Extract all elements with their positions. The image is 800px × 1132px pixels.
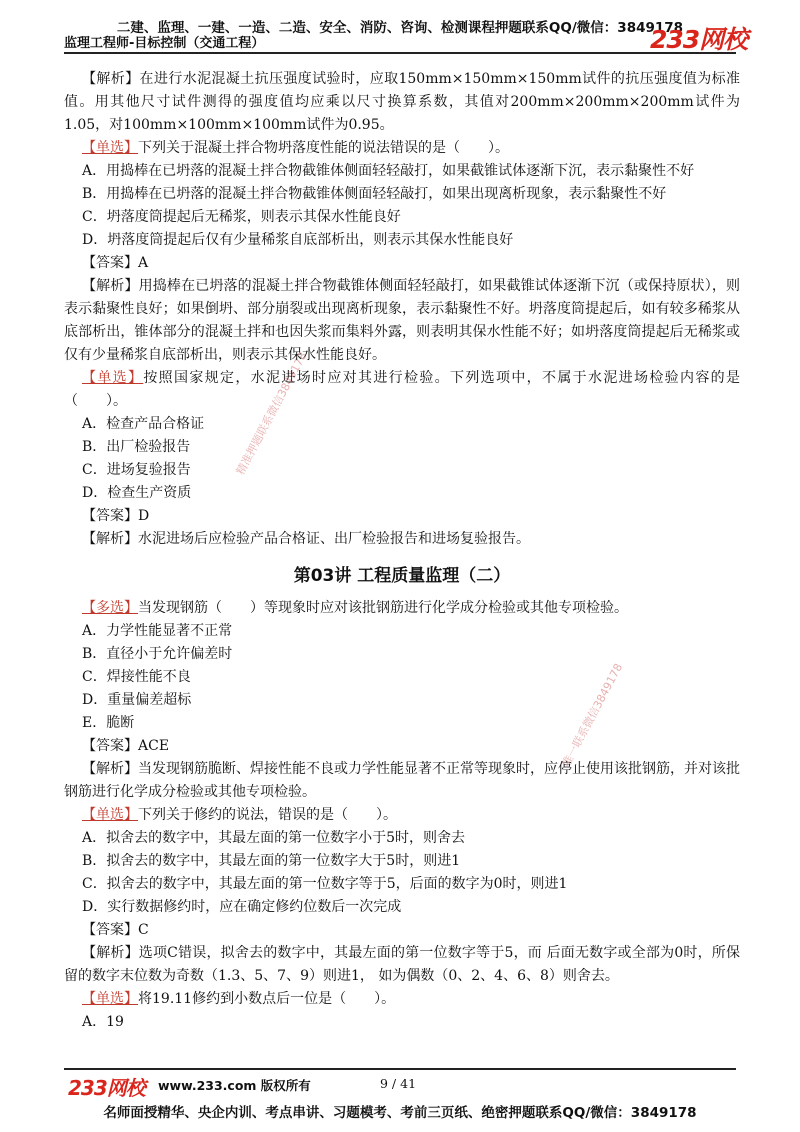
question-tag: 【解析】 — [82, 278, 139, 294]
paragraph — [64, 643, 740, 666]
document-body — [64, 68, 740, 1034]
question-tag: 【单选】 — [82, 370, 144, 386]
question-tag: 【答案】 — [82, 922, 138, 938]
header-divider — [64, 52, 736, 54]
paragraph — [64, 183, 740, 206]
paragraph — [64, 689, 740, 712]
paragraph — [64, 758, 740, 804]
header-subtitle: 监理工程师-目标控制（交通工程） — [64, 36, 265, 51]
question-tag: 【解析】 — [82, 531, 138, 547]
paragraph-text: B．直径小于允许偏差时 — [82, 646, 233, 662]
paragraph-text: C．坍落度筒提起后无稀浆，则表示其保水性能良好 — [82, 209, 401, 225]
paragraph-text: A．拟舍去的数字中，其最左面的第一位数字小于5时，则舍去 — [82, 830, 466, 846]
question-tag: 【解析】 — [82, 945, 139, 961]
paragraph — [64, 459, 740, 482]
paragraph — [64, 1011, 740, 1034]
header-ad: 二建、监理、一建、一造、二造、安全、消防、咨询、检测课程押题联系QQ/微信：3849178 — [116, 20, 684, 36]
paragraph — [64, 436, 740, 459]
paragraph-text: D．坍落度筒提起后仅有少量稀浆自底部析出，则表示其保水性能良好 — [82, 232, 514, 248]
paragraph-text: D — [138, 508, 150, 524]
paragraph — [64, 620, 740, 643]
footer-site: www.233.com 版权所有 — [158, 1078, 311, 1093]
paragraph — [64, 712, 740, 735]
paragraph-text: C — [138, 922, 149, 938]
paragraph — [64, 528, 740, 551]
paragraph-text: D．实行数据修约时，应在确定修约位数后一次完成 — [82, 899, 402, 915]
paragraph-text: 当发现钢筋脆断、焊接性能不良或力学性能显著不正常等现象时，应停止使用该批钢筋，并对该批钢筋进行化学成分检验或其他专项检验。 — [64, 761, 740, 800]
question-tag: 【答案】 — [82, 738, 138, 754]
paragraph — [64, 137, 740, 160]
brand-logo: 233网校 — [650, 25, 748, 54]
paragraph — [64, 988, 740, 1011]
paragraph-text: E．脆断 — [82, 715, 135, 731]
paragraph-text: A — [138, 255, 149, 271]
section-heading: 第03讲 工程质量监理（二） — [293, 566, 511, 586]
paragraph-text: 选项C错误，拟舍去的数字中，其最左面的第一位数字等于5，而 后面无数字或全部为0时，所保留的数字末位数为奇数（1.3、5、7、9）则进1， 如为偶数（0、2、4、6、8）则舍去。 — [64, 945, 741, 984]
paragraph-text: B．拟舍去的数字中，其最左面的第一位数字大于5时，则进1 — [82, 853, 461, 869]
paragraph-text: C．拟舍去的数字中，其最左面的第一位数字等于5，后面的数字为0时，则进1 — [82, 876, 568, 892]
paragraph — [64, 505, 740, 528]
paragraph-text: B．用捣棒在已坍落的混凝土拌合物截锥体侧面轻轻敲打，如果出现离析现象，表示黏聚性不好 — [82, 186, 667, 202]
paragraph — [64, 896, 740, 919]
paragraph — [64, 275, 740, 367]
paragraph-text: C．进场复验报告 — [82, 462, 191, 478]
paragraph — [64, 666, 740, 689]
paragraph-text: 将19.11修约到小数点后一位是（ ）。 — [138, 991, 396, 1007]
paragraph — [64, 597, 740, 620]
watermark: 唯一联系微信3849178 — [559, 661, 626, 770]
question-tag: 【答案】 — [82, 255, 138, 271]
paragraph — [64, 229, 740, 252]
paragraph-text: A．19 — [82, 1014, 124, 1030]
question-tag: 【多选】 — [82, 600, 138, 616]
paragraph-text: 水泥进场后应检验产品合格证、出厂检验报告和进场复验报告。 — [138, 531, 530, 547]
paragraph-text: 用捣棒在已坍落的混凝土拌合物截锥体侧面轻轻敲打，如果截锥试体逐渐下沉（或保持原状），则表示黏聚性良好；如果倒坍、部分崩裂或出现离析现象，表示黏聚性不好。坍落度筒提起后，如有较多稀浆从底部析出，锥体部分的混凝土拌和也因失浆而集料外露，则表明其保水性能不好；如坍落度筒提起后无稀浆或仅有少量稀浆自底部析出，则表示其保水性能良好。 — [64, 278, 740, 363]
paragraph — [64, 206, 740, 229]
paragraph — [64, 68, 740, 137]
question-tag: 【答案】 — [82, 508, 138, 524]
paragraph — [64, 482, 740, 505]
paragraph-text: 在进行水泥混凝土抗压强度试验时，应取150mm×150mm×150mm试件的抗压强度值为标准值。用其他尺寸试件测得的强度值均应乘以尺寸换算系数，其值对200mm×200mm×200mm试件为1.05，对100mm×100mm×100mm试件为0.95。 — [64, 71, 741, 133]
question-tag: 【解析】 — [82, 761, 138, 777]
paragraph — [64, 919, 740, 942]
paragraph-text: 当发现钢筋（ ）等现象时应对该批钢筋进行化学成分检验或其他专项检验。 — [138, 600, 628, 616]
paragraph-text: D．检查生产资质 — [82, 485, 192, 501]
question-tag: 【单选】 — [82, 140, 138, 156]
paragraph — [64, 850, 740, 873]
paragraph-text: A．力学性能显著不正常 — [82, 623, 233, 639]
question-tag: 【解析】 — [82, 71, 140, 87]
question-tag: 【单选】 — [82, 991, 138, 1007]
paragraph-text: A．检查产品合格证 — [82, 416, 205, 432]
paragraph — [64, 942, 740, 988]
paragraph — [64, 160, 740, 183]
paragraph — [64, 413, 740, 436]
question-tag: 【单选】 — [82, 807, 138, 823]
paragraph — [64, 873, 740, 896]
watermark: 精准押题联系微信3849178 — [233, 349, 310, 478]
paragraph — [64, 252, 740, 275]
paragraph — [64, 804, 740, 827]
paragraph-text: ACE — [138, 738, 170, 754]
paragraph-text: A．用捣棒在已坍落的混凝土拌合物截锥体侧面轻轻敲打，如果截锥试体逐渐下沉，表示黏聚性不好 — [82, 163, 695, 179]
paragraph-text: D．重量偏差超标 — [82, 692, 192, 708]
footer-divider — [64, 1068, 736, 1070]
paragraph — [64, 827, 740, 850]
footer-ad: 名师面授精华、央企内训、考点串讲、习题模考、考前三页纸、绝密押题联系QQ/微信：3849178 — [103, 1105, 697, 1121]
page-number: 9 / 41 — [380, 1076, 417, 1091]
paragraph-text: B．出厂检验报告 — [82, 439, 191, 455]
paragraph-text: 按照国家规定，水泥进场时应对其进行检验。下列选项中，不属于水泥进场检验内容的是（ ）。 — [64, 370, 741, 409]
paragraph-text: C．焊接性能不良 — [82, 669, 191, 685]
paragraph-text: 下列关于修约的说法，错误的是（ ）。 — [138, 807, 397, 823]
paragraph — [64, 735, 740, 758]
paragraph-text: 下列关于混凝土拌合物坍落度性能的说法错误的是（ ）。 — [138, 140, 509, 156]
paragraph — [64, 367, 740, 413]
footer-logo: 233网校 — [68, 1076, 145, 1100]
